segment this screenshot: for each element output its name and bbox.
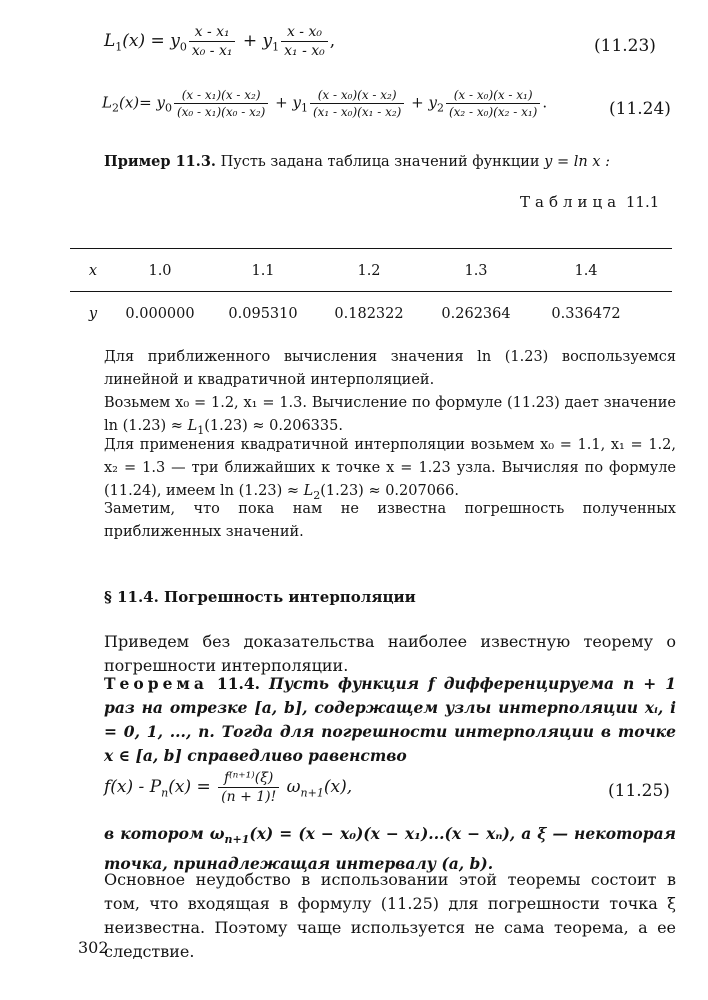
table-cell: 0.336472 bbox=[551, 305, 621, 322]
equation-number-11-24: (11.24) bbox=[609, 99, 671, 119]
table-row-x bbox=[70, 249, 670, 292]
equation-number-11-25: (11.25) bbox=[608, 781, 670, 801]
table-cell: 1.4 bbox=[574, 262, 598, 279]
example-line: Пример 11.3. Пусть задана таблица значений функции y = ln x : bbox=[104, 153, 610, 170]
example-label: Пример 11.3. bbox=[104, 153, 216, 170]
page-number: 302 bbox=[78, 938, 109, 957]
theorem-continuation: в котором $\omega_{n+1}(x) = (x - x_0)(x - x_1)...(x - x_n)$, а ξ — некоторая точка, принадлежащая интервалу (a, b). bbox=[104, 824, 676, 874]
table-cell: 1.0 bbox=[148, 262, 172, 279]
paragraph-2: Возьмем x₀ = 1.2, x₁ = 1.3. Вычисление по формуле (11.23) дает значение $\ln (1.23) \approx L_1(1.23) \approx 0.206335$. bbox=[104, 395, 676, 437]
table-row-y bbox=[70, 292, 670, 335]
equation-number-11-23: (11.23) bbox=[594, 36, 656, 56]
equation-11-23: $L_1(x) = y_0$ $\frac{\text{x - x₁}}{\text{x₀ - x₁}}$ + $y_1$ $\frac{\text{x - x₀}}{\text{x₁ - x₀}}$ , bbox=[104, 24, 336, 59]
paragraph-1: Для приближенного вычисления значения ln (1.23) воспользуемся линейной и квадратичной интерполяцией. bbox=[104, 349, 676, 388]
table-cell: 0.095310 bbox=[228, 305, 298, 322]
table-cell: 1.1 bbox=[251, 262, 275, 279]
paragraph-3: Для применения квадратичной интерполяции возьмем x₀ = 1.1, x₁ = 1.2, x₂ = 1.3 — три ближайших к точке x = 1.23 узла. Вычисляя по формуле (11.24), имеем $\ln (1.23) \approx L_2(1.23) \approx 0.207066$. bbox=[104, 437, 676, 502]
equation-11-24: $L_2(x)= y_0$ $\frac{\text{(x - x₁)(x - x₂)}}{\text{(x₀ - x₁)(x₀ - x₂)}}$ + $y_1$ $\frac{\text{(x - x₀)(x - x₂)}}{\text{(x₁ - x₀)(x₁ - x₂)}}$ + $y_2$ $\frac{\text{(x - x₀)(x - x₁)}}{\text{(x₂ - x₀)(x₂ - x₁)}}$ . bbox=[102, 88, 548, 119]
table-cell: 1.2 bbox=[357, 262, 381, 279]
values-table bbox=[70, 249, 670, 335]
table-cell: 0.182322 bbox=[334, 305, 404, 322]
closing-paragraph: Основное неудобство в использовании этой теоремы состоит в том, что входящая в формулу (11.25) для погрешности точка ξ неизвестна. Поэтому чаще используется не сама теорема, а ее следствие. bbox=[104, 870, 676, 961]
paragraph-4: Заметим, что пока нам не известна погрешность полученных приближенных значений. bbox=[104, 501, 676, 540]
table-cell: 1.3 bbox=[464, 262, 488, 279]
theorem-11-4: Теорема 11.4. Пусть функция f дифференцируема n + 1 раз на отрезке [a, b], содержащем узлы интерполяции xᵢ, i = 0, 1, ..., n. Тогда для погрешности интерполяции в точке x ∈ [a, b] справедливо равенство bbox=[104, 674, 677, 765]
table-caption: Таблица 11.1 bbox=[520, 193, 660, 211]
theorem-label: Теорема bbox=[104, 674, 208, 693]
table-row-label: y bbox=[88, 305, 98, 322]
equation-11-25: $f(x) - P_n(x)$ = $\frac{\text{f⁽ⁿ⁺¹⁾(ξ)}}{(n + 1)!}$ $\omega_{n+1}(x)$, bbox=[104, 770, 353, 805]
intro-paragraph: Приведем без доказательства наиболее известную теорему о погрешности интерполяции. bbox=[104, 632, 676, 675]
table-row-label: x bbox=[88, 262, 98, 279]
section-title: § 11.4. Погрешность интерполяции bbox=[104, 588, 416, 606]
table-cell: 0.262364 bbox=[441, 305, 511, 322]
table-cell: 0.000000 bbox=[125, 305, 195, 322]
